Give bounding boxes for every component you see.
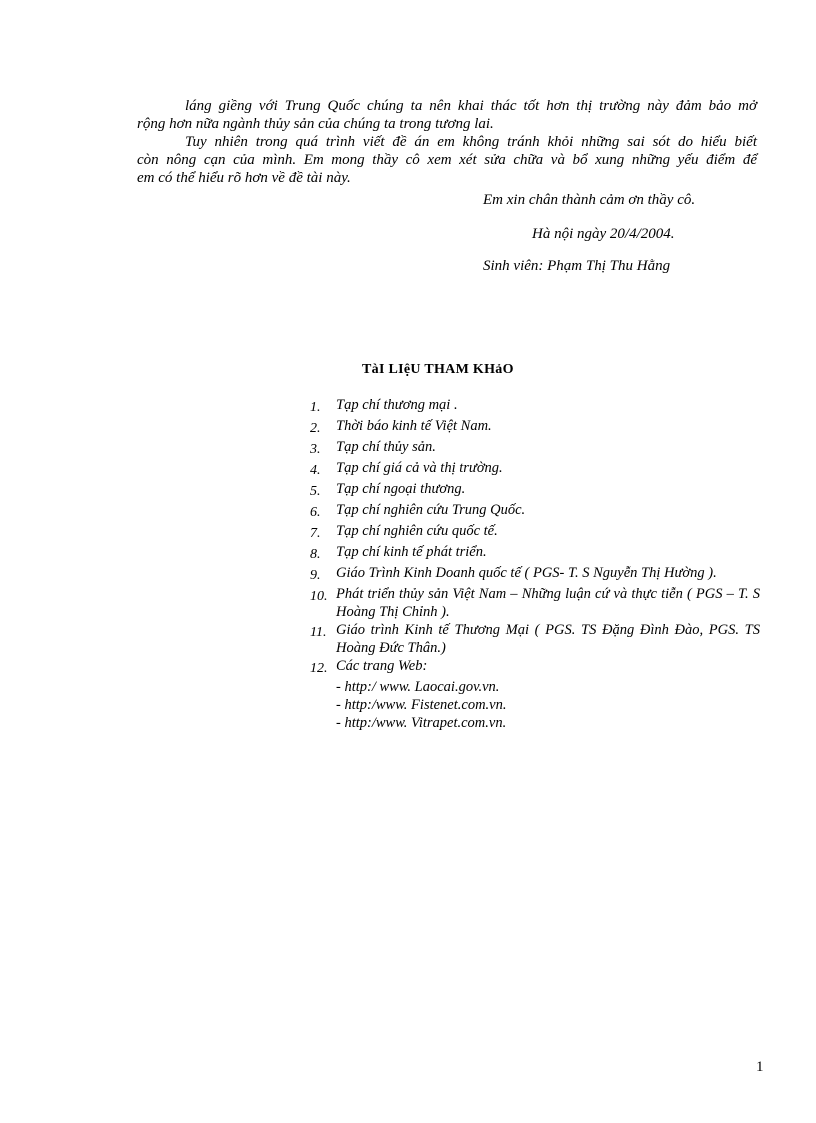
paragraph-line: Tuy nhiên trong quá trình viết đề án em không tránh khỏi những sai sót do hiểu biết: [185, 134, 757, 150]
reference-number: 1.: [310, 400, 321, 415]
reference-number: 5.: [310, 484, 321, 499]
reference-item: [310, 564, 760, 585]
reference-item: [310, 621, 760, 657]
reference-item: [310, 585, 760, 621]
reference-item: [310, 657, 760, 678]
reference-number: 12.: [310, 661, 328, 676]
reference-number: 11.: [310, 625, 327, 640]
reference-number: 6.: [310, 505, 321, 520]
date-line: Hà nội ngày 20/4/2004.: [532, 226, 675, 242]
reference-text: Tạp chí nghiên cứu Trung Quốc.: [336, 502, 526, 518]
reference-item: [310, 543, 760, 564]
reference-item: [310, 522, 760, 543]
reference-item: [310, 438, 760, 459]
reference-item: [310, 480, 760, 501]
references-list: [310, 396, 760, 732]
reference-text: Tạp chí ngoại thương.: [336, 481, 466, 497]
reference-text: Phát triển thủy sản Việt Nam – Những luận cứ và thực tiễn ( PGS – T. S Hoàng Thị Chỉnh ).: [336, 586, 760, 620]
reference-item: [310, 501, 760, 522]
reference-number: 10.: [310, 589, 328, 604]
references-title: TàI LIệU THAM KHảO: [362, 362, 514, 377]
paragraph-line: em có thể hiểu rõ hơn về đề tài này.: [137, 170, 351, 186]
reference-text: Tạp chí nghiên cứu quốc tế.: [336, 523, 498, 539]
reference-text: Tạp chí kinh tế phát triển.: [336, 544, 487, 560]
reference-text: Giáo trình Kinh tế Thương Mại ( PGS. TS Đặng Đình Đào, PGS. TS Hoàng Đức Thân.): [336, 622, 760, 656]
reference-item: [310, 396, 760, 417]
paragraph-apology: [137, 133, 757, 187]
reference-text: Các trang Web:: [336, 658, 428, 674]
reference-number: 9.: [310, 568, 321, 583]
reference-number: 2.: [310, 421, 321, 436]
reference-item: [310, 417, 760, 438]
thanks-line: Em xin chân thành cảm ơn thầy cô.: [483, 192, 696, 208]
page-number: 1: [756, 1059, 764, 1075]
reference-text: Thời báo kinh tế Việt Nam.: [336, 418, 492, 434]
paragraph-line: láng giềng với Trung Quốc chúng ta nên khai thác tốt hơn thị trường này đảm bảo mở: [185, 98, 757, 114]
reference-item: [310, 459, 760, 480]
paragraph-line: rộng hơn nữa ngành thủy sản của chúng ta trong tương lai.: [137, 116, 494, 132]
reference-number: 4.: [310, 463, 321, 478]
reference-text: Giáo Trình Kinh Doanh quốc tế ( PGS- T. S Nguyễn Thị Hường ).: [336, 565, 717, 581]
website-list: [310, 678, 760, 732]
reference-text: Tạp chí giá cả và thị trường.: [336, 460, 503, 476]
reference-text: Tạp chí thương mại .: [336, 397, 458, 413]
paragraph-line: còn nông cạn của mình. Em mong thầy cô xem xét sửa chữa và bổ xung những yếu điểm để: [137, 152, 757, 168]
student-signature-line: Sinh viên: Phạm Thị Thu Hằng: [483, 258, 671, 274]
reference-number: 3.: [310, 442, 321, 457]
reference-number: 7.: [310, 526, 321, 541]
website-link[interactable]: - http:/www. Fistenet.com.vn.: [336, 697, 507, 713]
website-link[interactable]: - http:/www. Vitrapet.com.vn.: [336, 715, 507, 731]
website-link[interactable]: - http:/ www. Laocai.gov.vn.: [336, 679, 500, 695]
paragraph-conclusion: [137, 97, 757, 133]
reference-number: 8.: [310, 547, 321, 562]
reference-text: Tạp chí thủy sản.: [336, 439, 436, 455]
